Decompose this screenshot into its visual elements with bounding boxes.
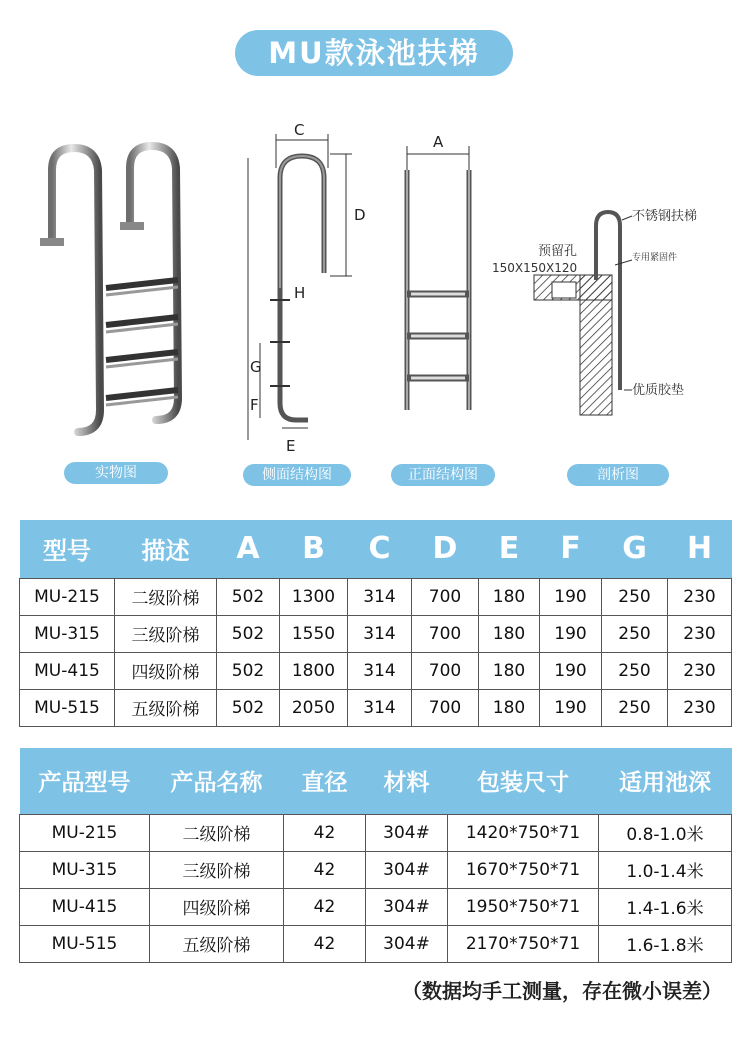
col-header: H (668, 520, 732, 578)
hole-label: 预留孔 (538, 244, 578, 259)
table-cell: 2050 (280, 689, 348, 726)
measurement-note: （数据均手工测量，存在微小误差） (402, 979, 722, 1003)
dim-e-label: E (286, 437, 296, 455)
table-cell: 304# (366, 851, 448, 888)
table-cell: 502 (217, 615, 280, 652)
table-cell: 230 (668, 615, 732, 652)
table-cell: 250 (602, 689, 668, 726)
table-cell: 314 (348, 578, 412, 615)
table-cell: 314 (348, 615, 412, 652)
front-caption: 正面结构图 (391, 464, 495, 486)
front-structure-diagram (395, 130, 490, 420)
col-header: B (280, 520, 348, 578)
table-cell: 502 (217, 689, 280, 726)
table-cell: 三级阶梯 (150, 851, 284, 888)
table-cell: 二级阶梯 (115, 578, 217, 615)
table-cell: 190 (540, 689, 602, 726)
table-cell: 700 (412, 689, 479, 726)
table-row (20, 814, 732, 851)
section-diagram (490, 200, 715, 425)
table-cell: 1550 (280, 615, 348, 652)
table-cell: 0.8-1.0米 (599, 814, 732, 851)
table-cell: MU-215 (20, 814, 150, 851)
fastener-label: 专用紧固件 (632, 253, 678, 263)
table-cell: 180 (479, 652, 540, 689)
photo-caption: 实物图 (64, 462, 168, 484)
hole-size-label: 150X150X120 (492, 261, 578, 275)
col-header: 适用池深 (599, 748, 732, 814)
table-cell: 二级阶梯 (150, 814, 284, 851)
table-cell: 304# (366, 925, 448, 962)
table-cell: 700 (412, 652, 479, 689)
dim-d-label: D (354, 206, 366, 224)
table-cell: 250 (602, 615, 668, 652)
table-header-row (20, 520, 732, 578)
table-cell: 250 (602, 578, 668, 615)
table-cell: 2170*750*71 (448, 925, 599, 962)
table-cell: 314 (348, 652, 412, 689)
dim-f-label: F (250, 396, 259, 414)
table-cell: 1.0-1.4米 (599, 851, 732, 888)
table-cell: 42 (284, 814, 366, 851)
col-header: E (479, 520, 540, 578)
table-cell: 304# (366, 888, 448, 925)
table-cell: 180 (479, 689, 540, 726)
table-cell: 230 (668, 689, 732, 726)
col-header: 产品名称 (150, 748, 284, 814)
table-cell: 1950*750*71 (448, 888, 599, 925)
dim-a-label: A (433, 133, 444, 151)
ladder-photo (40, 140, 200, 445)
pad-label: 优质胶垫 (632, 383, 685, 398)
side-caption: 侧面结构图 (243, 464, 351, 486)
dim-c-label: C (294, 121, 305, 139)
table-cell: 502 (217, 578, 280, 615)
table-cell: 1800 (280, 652, 348, 689)
table-row (20, 615, 732, 652)
table-row (20, 652, 732, 689)
section-caption: 剖析图 (567, 464, 669, 486)
dim-h-label: H (294, 284, 306, 302)
col-header: 包装尺寸 (448, 748, 599, 814)
table-cell: 700 (412, 578, 479, 615)
col-header: A (217, 520, 280, 578)
table-cell: 1.6-1.8米 (599, 925, 732, 962)
table-cell: 1300 (280, 578, 348, 615)
table-cell: MU-215 (20, 578, 115, 615)
table-header-row (20, 748, 732, 814)
col-header: G (602, 520, 668, 578)
table-cell: 五级阶梯 (115, 689, 217, 726)
table-cell: 1420*750*71 (448, 814, 599, 851)
table-cell: 190 (540, 615, 602, 652)
table-cell: 190 (540, 578, 602, 615)
table-row (20, 925, 732, 962)
table-cell: 四级阶梯 (115, 652, 217, 689)
table-cell: MU-415 (20, 888, 150, 925)
table-cell: 五级阶梯 (150, 925, 284, 962)
page-title: MU款泳池扶梯 (235, 30, 513, 76)
table-cell: 42 (284, 888, 366, 925)
col-header: 产品型号 (20, 748, 150, 814)
col-header: 型号 (20, 520, 115, 578)
table-cell: 42 (284, 925, 366, 962)
col-header: 描述 (115, 520, 217, 578)
table-cell: 180 (479, 578, 540, 615)
dim-g-label: G (250, 358, 262, 376)
table-row (20, 578, 732, 615)
table-cell: MU-415 (20, 652, 115, 689)
col-header: 直径 (284, 748, 366, 814)
dimensions-table (19, 520, 732, 727)
table-cell: MU-515 (20, 689, 115, 726)
col-header: F (540, 520, 602, 578)
table-cell: 1.4-1.6米 (599, 888, 732, 925)
table-cell: MU-315 (20, 615, 115, 652)
table-cell: 314 (348, 689, 412, 726)
table-cell: 230 (668, 652, 732, 689)
table-row (20, 888, 732, 925)
table-row (20, 689, 732, 726)
col-header: 材料 (366, 748, 448, 814)
table-cell: 三级阶梯 (115, 615, 217, 652)
table-cell: MU-315 (20, 851, 150, 888)
col-header: C (348, 520, 412, 578)
table-cell: 42 (284, 851, 366, 888)
table-cell: 190 (540, 652, 602, 689)
table-cell: 304# (366, 814, 448, 851)
col-header: D (412, 520, 479, 578)
side-structure-diagram (238, 118, 368, 458)
table-cell: 700 (412, 615, 479, 652)
product-table (19, 748, 732, 963)
table-cell: 1670*750*71 (448, 851, 599, 888)
table-row (20, 851, 732, 888)
table-cell: 四级阶梯 (150, 888, 284, 925)
table-cell: 180 (479, 615, 540, 652)
table-cell: 230 (668, 578, 732, 615)
table-cell: 250 (602, 652, 668, 689)
table-cell: MU-515 (20, 925, 150, 962)
table-cell: 502 (217, 652, 280, 689)
rail-label: 不锈钢扶梯 (632, 209, 698, 224)
